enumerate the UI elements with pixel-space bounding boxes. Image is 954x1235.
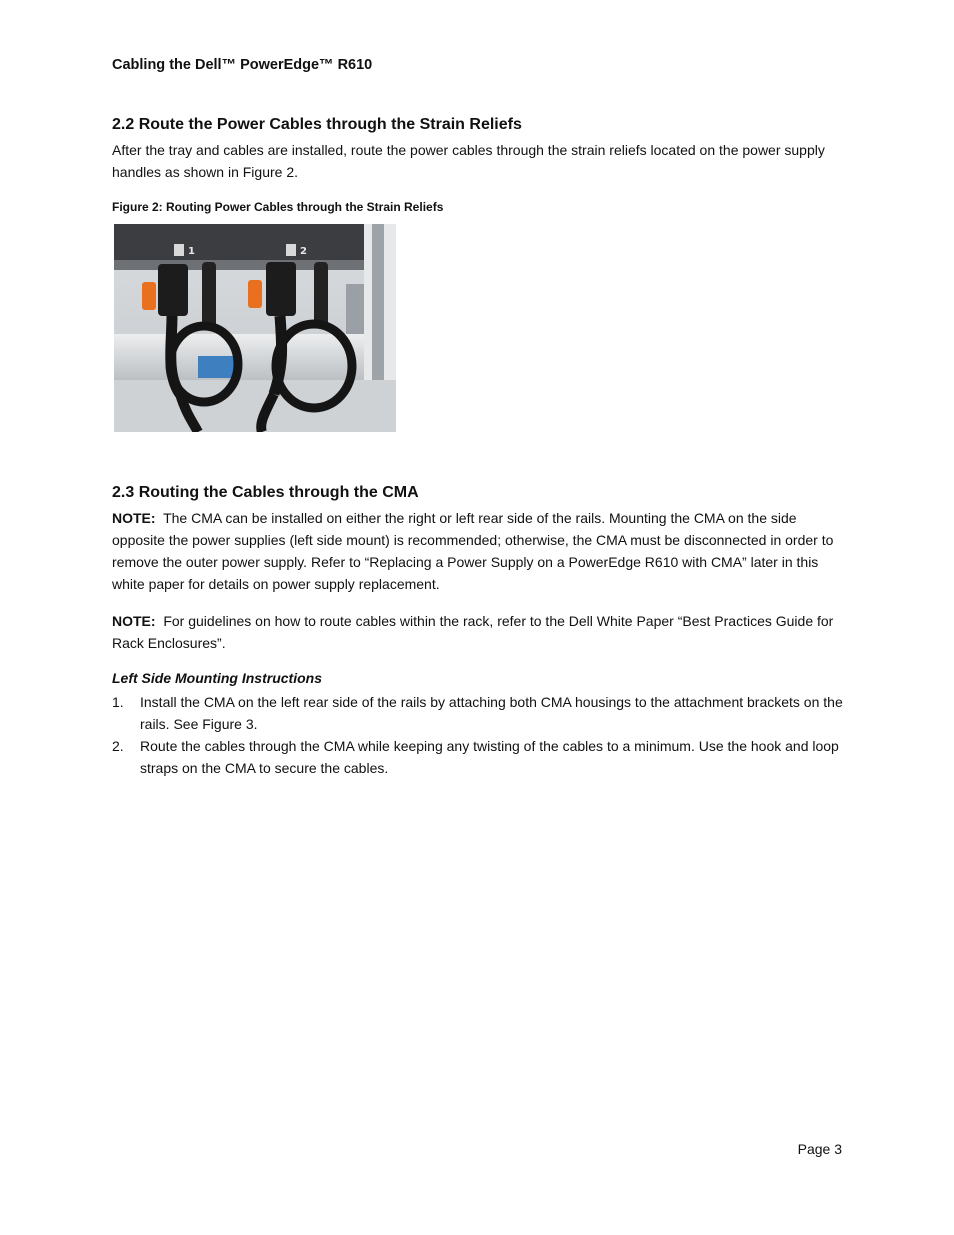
section-heading-2-3: 2.3 Routing the Cables through the CMA bbox=[112, 484, 419, 501]
figure-2-caption: Figure 2: Routing Power Cables through the Strain Reliefs bbox=[112, 200, 444, 214]
note-1-text: The CMA can be installed on either the right or left rear side of the rails. Mounting the CMA on the side opposite the power supplies (left side mount) is recommended; otherwise, the CMA must be disconnected in order to remove the outer power supply. Refer to “Replacing a Power Supply on a PowerEdge R610 with CMA” later in this white paper for details on power supply replacement. bbox=[112, 510, 834, 592]
note-1 bbox=[112, 507, 844, 595]
page-header: Cabling the Dell™ PowerEdge™ R610 bbox=[112, 57, 373, 73]
note-2-text: For guidelines on how to route cables within the rack, refer to the Dell White Paper “Best Practices Guide for Rack Enclosures”. bbox=[112, 613, 834, 651]
left-side-mounting-subheading: Left Side Mounting Instructions bbox=[112, 670, 322, 686]
note-1-label: NOTE: bbox=[112, 510, 156, 526]
psu-2-label: 2 bbox=[300, 246, 307, 257]
list-item-text: Route the cables through the CMA while keeping any twisting of the cables to a minimum. Use the hook and loop straps on the CMA to secure the cables. bbox=[140, 738, 839, 776]
list-item-text: Install the CMA on the left rear side of the rails by attaching both CMA housings to the attachment brackets on the rails. See Figure 3. bbox=[140, 694, 843, 732]
list-item bbox=[112, 691, 844, 735]
list-item-number: 1. bbox=[112, 694, 124, 710]
figure-2-image bbox=[114, 224, 396, 432]
section-2-2-body: After the tray and cables are installed, route the power cables through the strain reliefs located on the power supply handles as shown in Figure 2. bbox=[112, 142, 825, 180]
list-item bbox=[112, 735, 844, 779]
page-number: Page 3 bbox=[797, 1141, 842, 1157]
note-2-label: NOTE: bbox=[112, 613, 156, 629]
section-heading-2-2: 2.2 Route the Power Cables through the Strain Reliefs bbox=[112, 116, 522, 133]
list-item-number: 2. bbox=[112, 738, 124, 754]
note-2 bbox=[112, 610, 844, 654]
psu-1-label: 1 bbox=[188, 246, 195, 257]
